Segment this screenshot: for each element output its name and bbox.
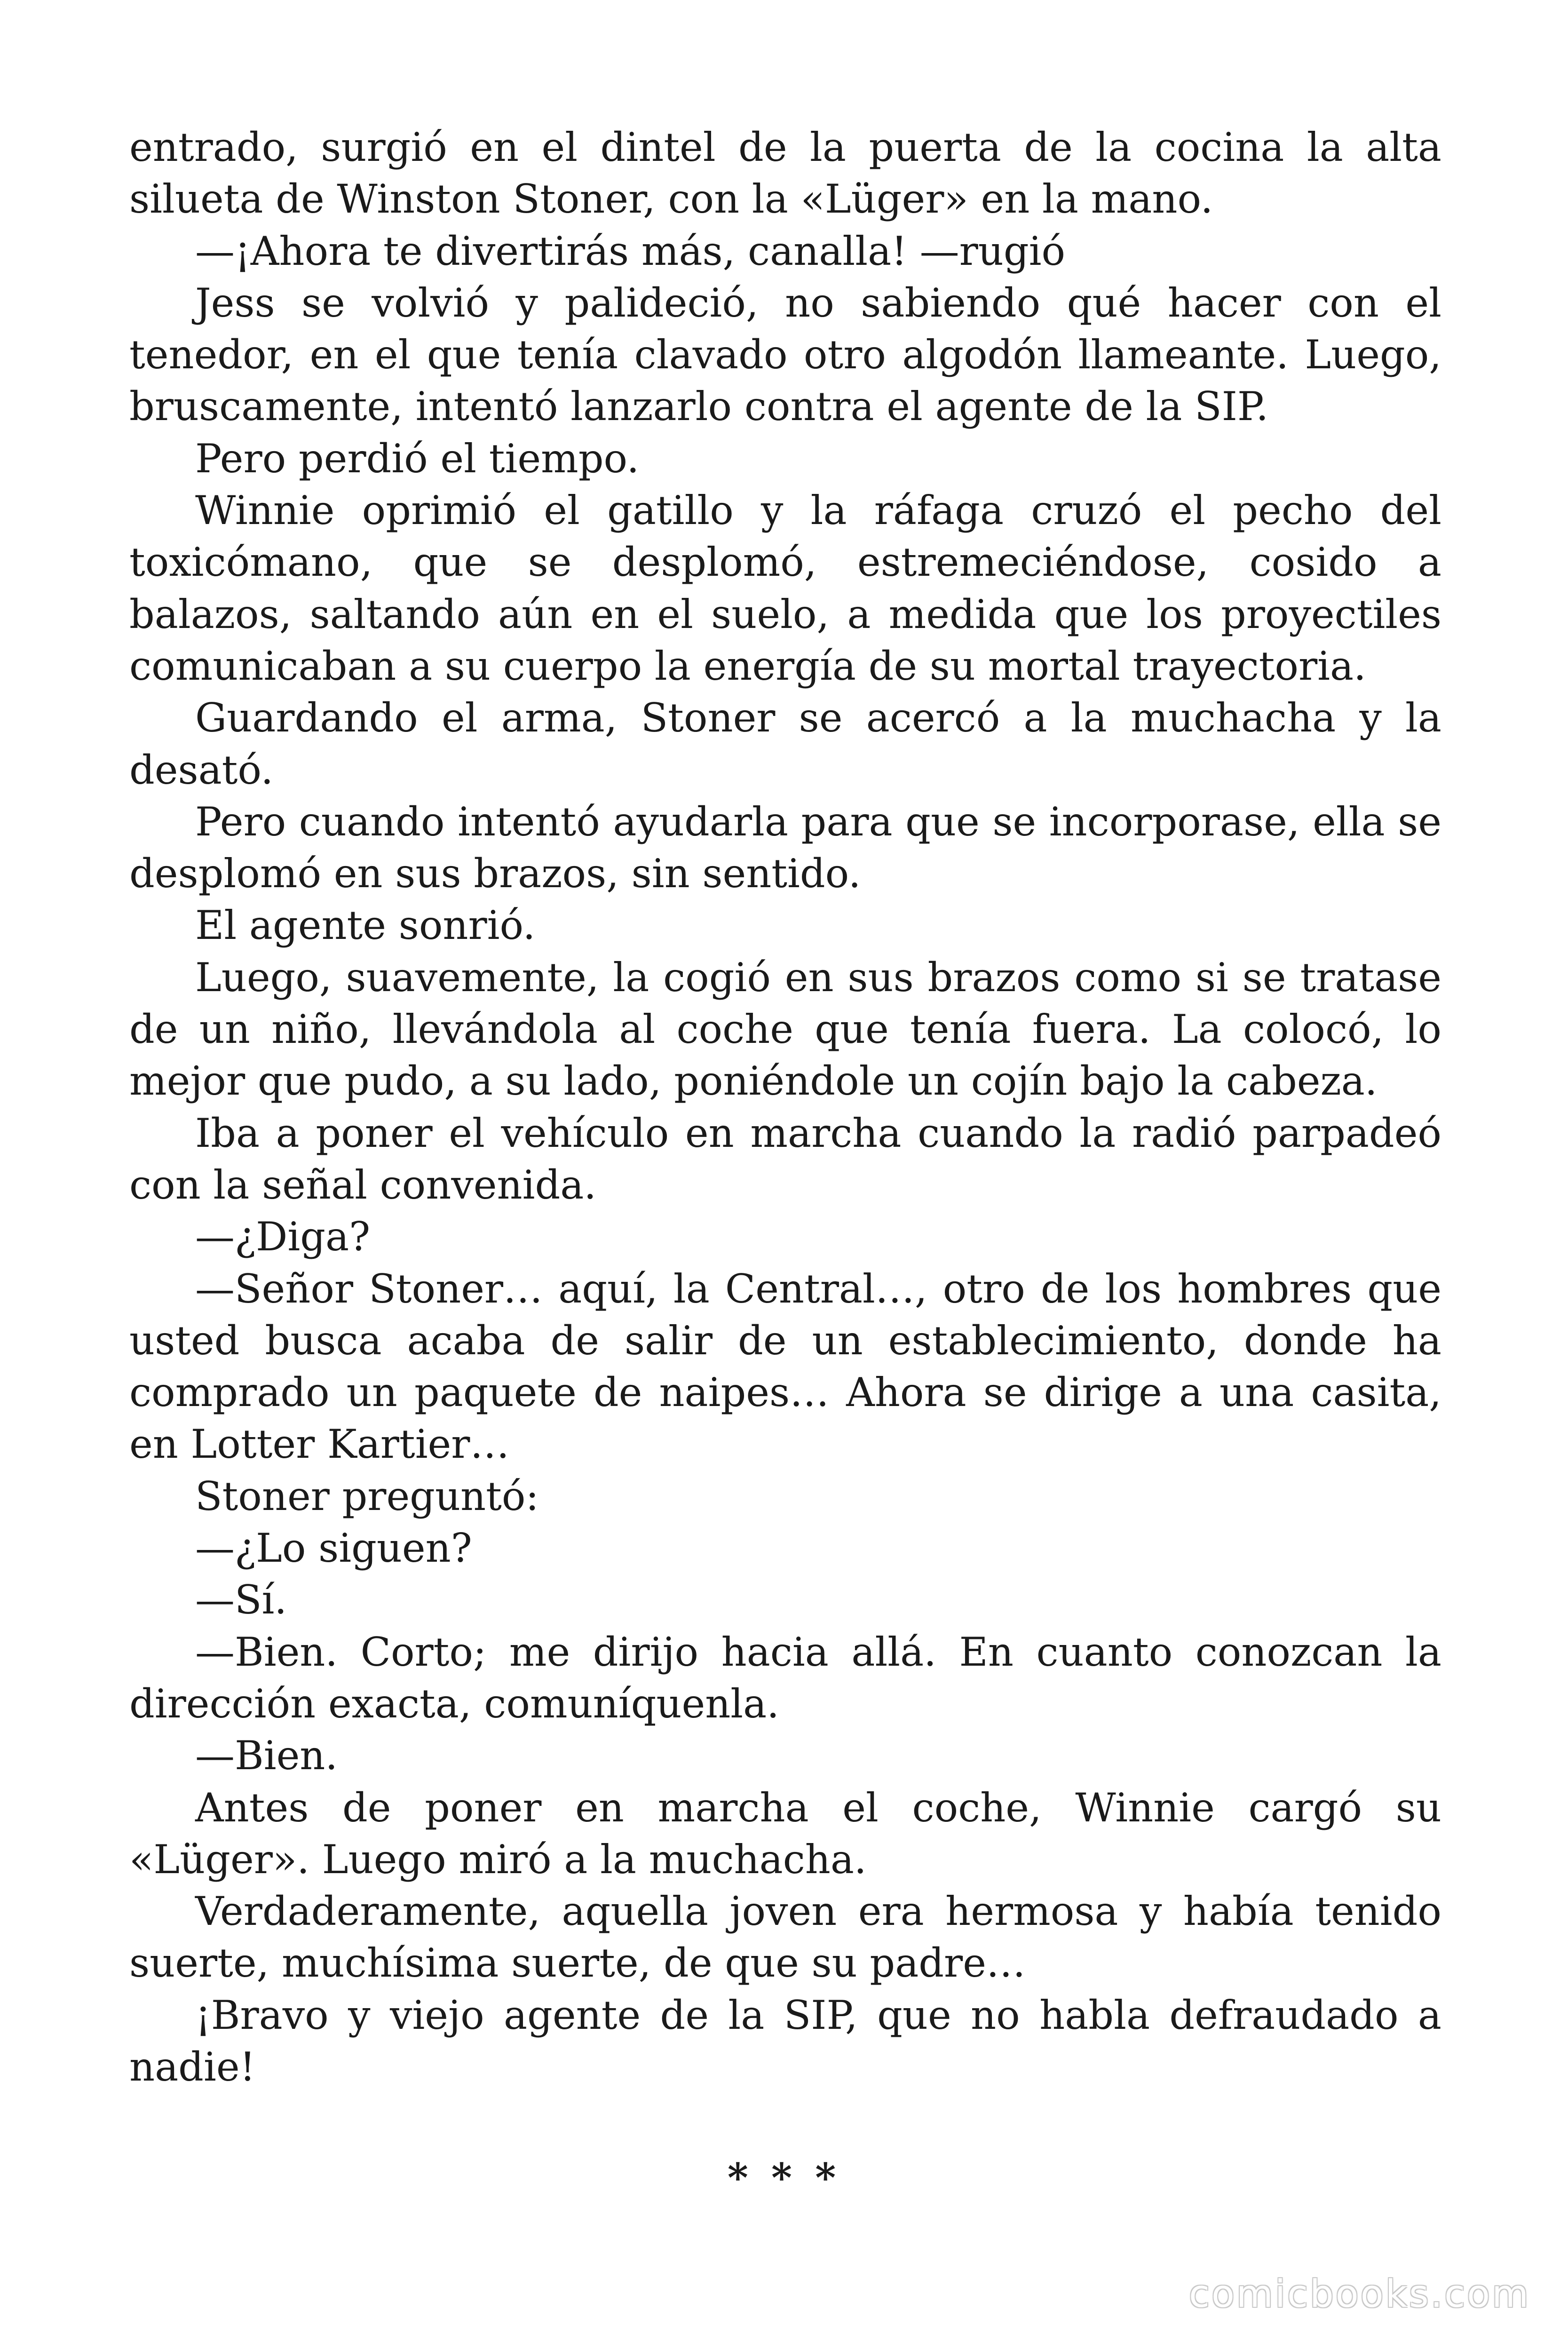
paragraph: Pero cuando intentó ayudarla para que se incorporase, ella se desplomó en sus brazos, sin sentido.: [129, 798, 1441, 897]
section-separator: * * *: [727, 2154, 841, 2201]
paragraph: —Bien.: [195, 1732, 338, 1779]
paragraph: ¡Bravo y viejo agente de la SIP, que no habla defraudado a nadie!: [129, 1992, 1441, 2090]
paragraph: Jess se volvió y palideció, no sabiendo qué hacer con el tenedor, en el que tenía clavado otro algodón llameante. Luego, bruscamente, intentó lanzarlo contra el agente de la SIP.: [129, 279, 1441, 430]
paragraph: —Bien. Corto; me dirijo hacia allá. En cuanto conozcan la dirección exacta, comuníquenla.: [129, 1629, 1441, 1727]
paragraph: entrado, surgió en el dintel de la puerta de la cocina la alta silueta de Winston Stoner, con la «Lüger» en la mano.: [129, 124, 1441, 222]
paragraph: Verdaderamente, aquella joven era hermosa y había tenido suerte, muchísima suerte, de que su padre…: [129, 1888, 1441, 1986]
paragraph: Stoner preguntó:: [195, 1473, 539, 1519]
watermark: comicbooks.com: [1188, 2272, 1530, 2316]
paragraph: —Sí.: [195, 1577, 287, 1623]
paragraph: Iba a poner el vehículo en marcha cuando la radió parpadeó con la señal convenida.: [129, 1110, 1441, 1208]
paragraph: Winnie oprimió el gatillo y la ráfaga cruzó el pecho del toxicómano, que se desplomó, estremeciéndose, cosido a balazos, saltando aún en el suelo, a medida que los proyectiles comunicaban a su cuerpo la energía de su mortal trayectoria.: [129, 487, 1441, 689]
body-text: [129, 121, 1441, 2093]
paragraph: —¡Ahora te divertirás más, canalla! —rugió: [195, 228, 1066, 274]
paragraph: Pero perdió el tiempo.: [195, 435, 640, 482]
paragraph: El agente sonrió.: [195, 902, 536, 949]
paragraph: —¿Lo siguen?: [195, 1525, 472, 1572]
paragraph: Antes de poner en marcha el coche, Winnie cargó su «Lüger». Luego miró a la muchacha.: [129, 1784, 1441, 1883]
paragraph: Guardando el arma, Stoner se acercó a la muchacha y la desató.: [129, 695, 1441, 793]
paragraph: —¿Diga?: [195, 1214, 371, 1260]
paragraph: Luego, suavemente, la cogió en sus brazos como si se tratase de un niño, llevándola al coche que tenía fuera. La colocó, lo mejor que pudo, a su lado, poniéndole un cojín bajo la cabeza.: [129, 954, 1441, 1104]
paragraph: —Señor Stoner… aquí, la Central…, otro de los hombres que usted busca acaba de salir de un establecimiento, donde ha comprado un paquete de naipes… Ahora se dirige a una casita, en Lotter Kartier…: [129, 1265, 1441, 1468]
